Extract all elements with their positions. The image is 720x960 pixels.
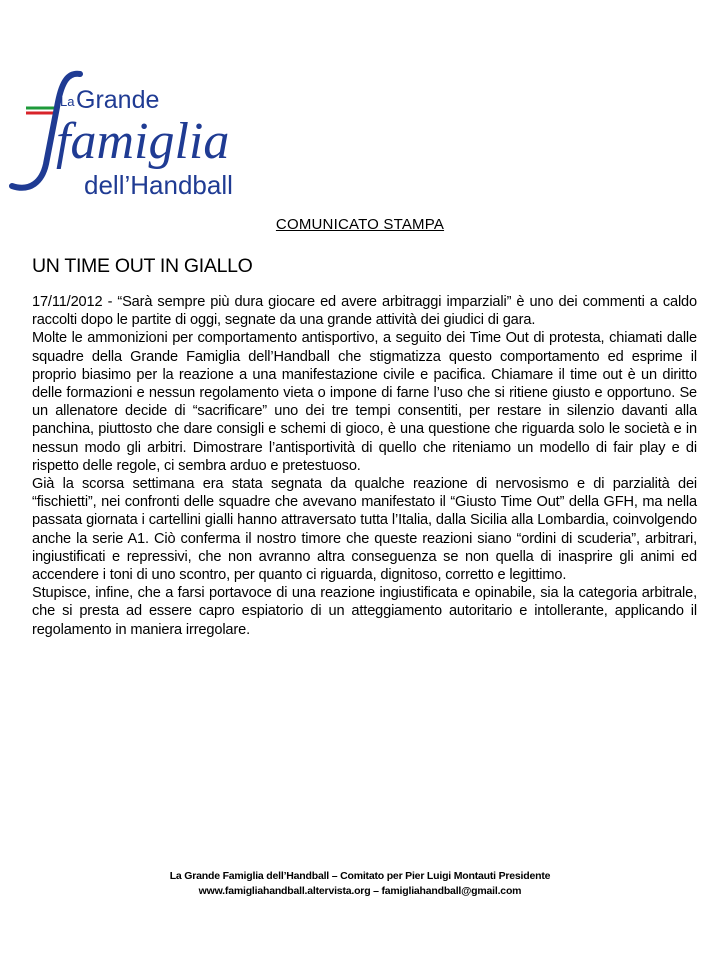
organization-logo (6, 68, 246, 200)
article-paragraph: 17/11/2012 - “Sarà sempre più dura giocare ed avere arbitraggi imparziali” è uno dei commenti a caldo raccolti dopo le partite di oggi, segnate da una grande attività dei giudici di gara. (32, 294, 697, 329)
article-paragraph: Già la scorsa settimana era stata segnata da qualche reazione di nervosismo e di parzialità dei “fischietti”, nei confronti delle squadre che avevano manifestato il “Giusto Time Out” della GFH, ma nella passata giornata i cartellini gialli hanno attraversato tutta l’Italia, dalla Sicilia alla Lombardia, coinvolgendo anche la serie A1. Ciò conferma il nostro timore che queste reazioni siano “ordini di scuderia”, arbitrari, ingiustificati e repressivi, che non avranno altra conseguenza se non quella di inasprire gli animi ed accendere i toni di uno scontro, per quanto ci riguarda, dignitoso, corretto e legittimo. (32, 476, 697, 584)
article-paragraph: Molte le ammonizioni per comportamento antisportivo, a seguito dei Time Out di protesta, chiamati dalle squadre della Grande Famiglia dell’Handball che stigmatizza questo comportamento ed esprime il proprio biasimo per la reazione a una manifestazione civile e pacifica. Chiamare il time out è un diritto delle formazioni e nessun regolamento vieta o impone di farne l’uso che si ritiene giusto e opportuno. Se un allenatore decide di “sacrificare” uno dei tre tempi consentiti, per restare in silenzio davanti alla panchina, piuttosto che dare consigli e schemi di gioco, è una questione che riguarda solo le società e in nessun modo gli arbitri. Dimostrare l’antisportività di quello che riteniamo un modello di fair play e di rispetto delle regole, ci sembra arduo e pretestuoso. (32, 330, 697, 474)
article-body (32, 293, 697, 639)
logo-la-text: La (60, 94, 75, 109)
logo-handball-text: dell’Handball (84, 170, 233, 200)
article-title: UN TIME OUT IN GIALLO (32, 255, 253, 277)
footer-organization: La Grande Famiglia dell’Handball – Comitato per Pier Luigi Montauti Presidente (169, 870, 551, 882)
press-release-header: COMUNICATO STAMPA (275, 216, 445, 233)
logo-grande-text: Grande (76, 86, 160, 114)
page-footer (0, 869, 720, 899)
article-paragraph: Stupisce, infine, che a farsi portavoce di una reazione ingiustificata e opinabile, sia la categoria arbitrale, che si presta ad essere capro espiatorio di un atteggiamento autoritario e intollerante, applicando il regolamento in maniera irregolare. (32, 585, 697, 638)
footer-contacts: www.famigliahandball.altervista.org – famigliahandball@gmail.com (198, 885, 522, 897)
logo-famiglia-text: famiglia (56, 113, 230, 170)
